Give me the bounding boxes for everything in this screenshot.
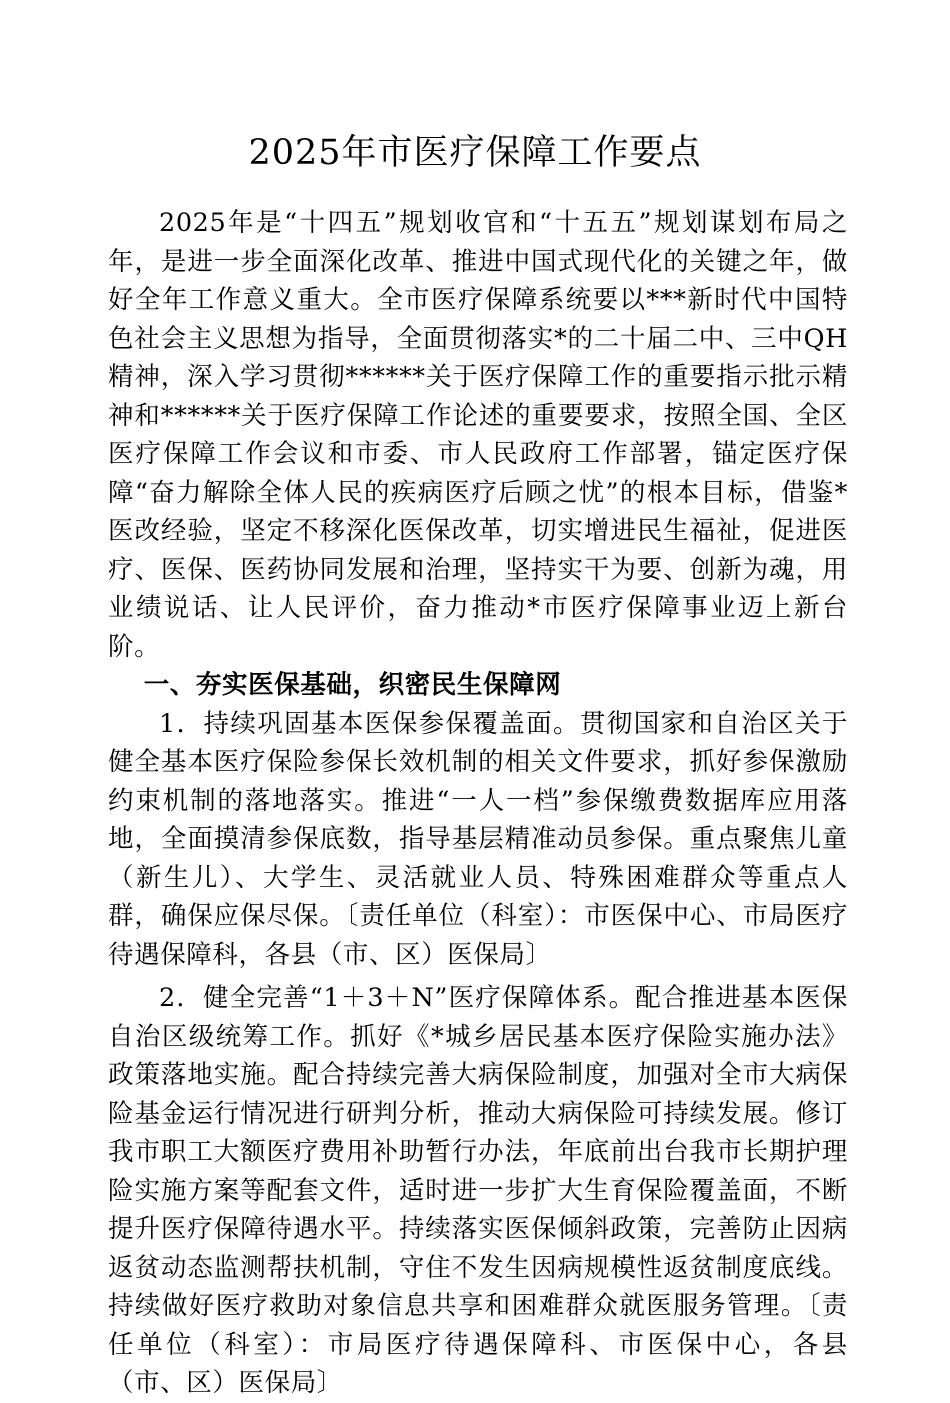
document-body — [108, 204, 848, 1403]
section-1-heading: 一、夯实医保基础，织密民生保障网 — [143, 670, 562, 700]
item-2-paragraph: 2．健全完善“1＋3＋N”医疗保障体系。配合推进基本医保自治区级统筹工作。抓好《*城乡居民基本医疗保险实施办法》政策落地实施。配合持续完善大病保险制度，加强对全市大病保险基金运行情况进行研判分析，推动大病保险可持续发展。修订我市职工大额医疗费用补助暂行办法，年底前出台我市长期护理险实施方案等配套文件，适时进一步扩大生育保险覆盖面，不断提升医疗保障待遇水平。持续落实医保倾斜政策，完善防止因病返贫动态监测帮扶机制，守住不发生因病规模性返贫制度底线。持续做好医疗救助对象信息共享和困难群众就医服务管理。〔责任单位（科室）：市局医疗待遇保障科、市医保中心，各县（市、区）医保局〕 — [108, 983, 848, 1398]
intro-paragraph: 2025年是“十四五”规划收官和“十五五”规划谋划布局之年，是进一步全面深化改革、推进中国式现代化的关键之年，做好全年工作意义重大。全市医疗保障系统要以***新时代中国特色社会主义思想为指导，全面贯彻落实*的二十届二中、三中QH精神，深入学习贯彻******关于医疗保障工作的重要指示批示精神和******关于医疗保障工作论述的重要要求，按照全国、全区医疗保障工作会议和市委、市人民政府工作部署，锚定医疗保障“奋力解除全体人民的疾病医疗后顾之忧”的根本目标，借鉴*医改经验，坚定不移深化医保改革，切实增进民生福祉，促进医疗、医保、医药协同发展和治理，坚持实干为要、创新为魂，用业绩说话、让人民评价，奋力推动*市医疗保障事业迈上新台阶。 — [108, 208, 848, 662]
item-1-paragraph: 1．持续巩固基本医保参保覆盖面。贯彻国家和自治区关于健全基本医疗保险参保长效机制的相关文件要求，抓好参保激励约束机制的落地落实。推进“一人一档”参保缴费数据库应用落地，全面摸清参保底数，指导基层精准动员参保。重点聚焦儿童（新生儿）、大学生、灵活就业人员、特殊困难群众等重点人群，确保应保尽保。〔责任单位（科室）：市医保中心、市局医疗待遇保障科，各县（市、区）医保局〕 — [108, 708, 848, 970]
document-title: 2025年市医疗保障工作要点 — [248, 133, 702, 173]
